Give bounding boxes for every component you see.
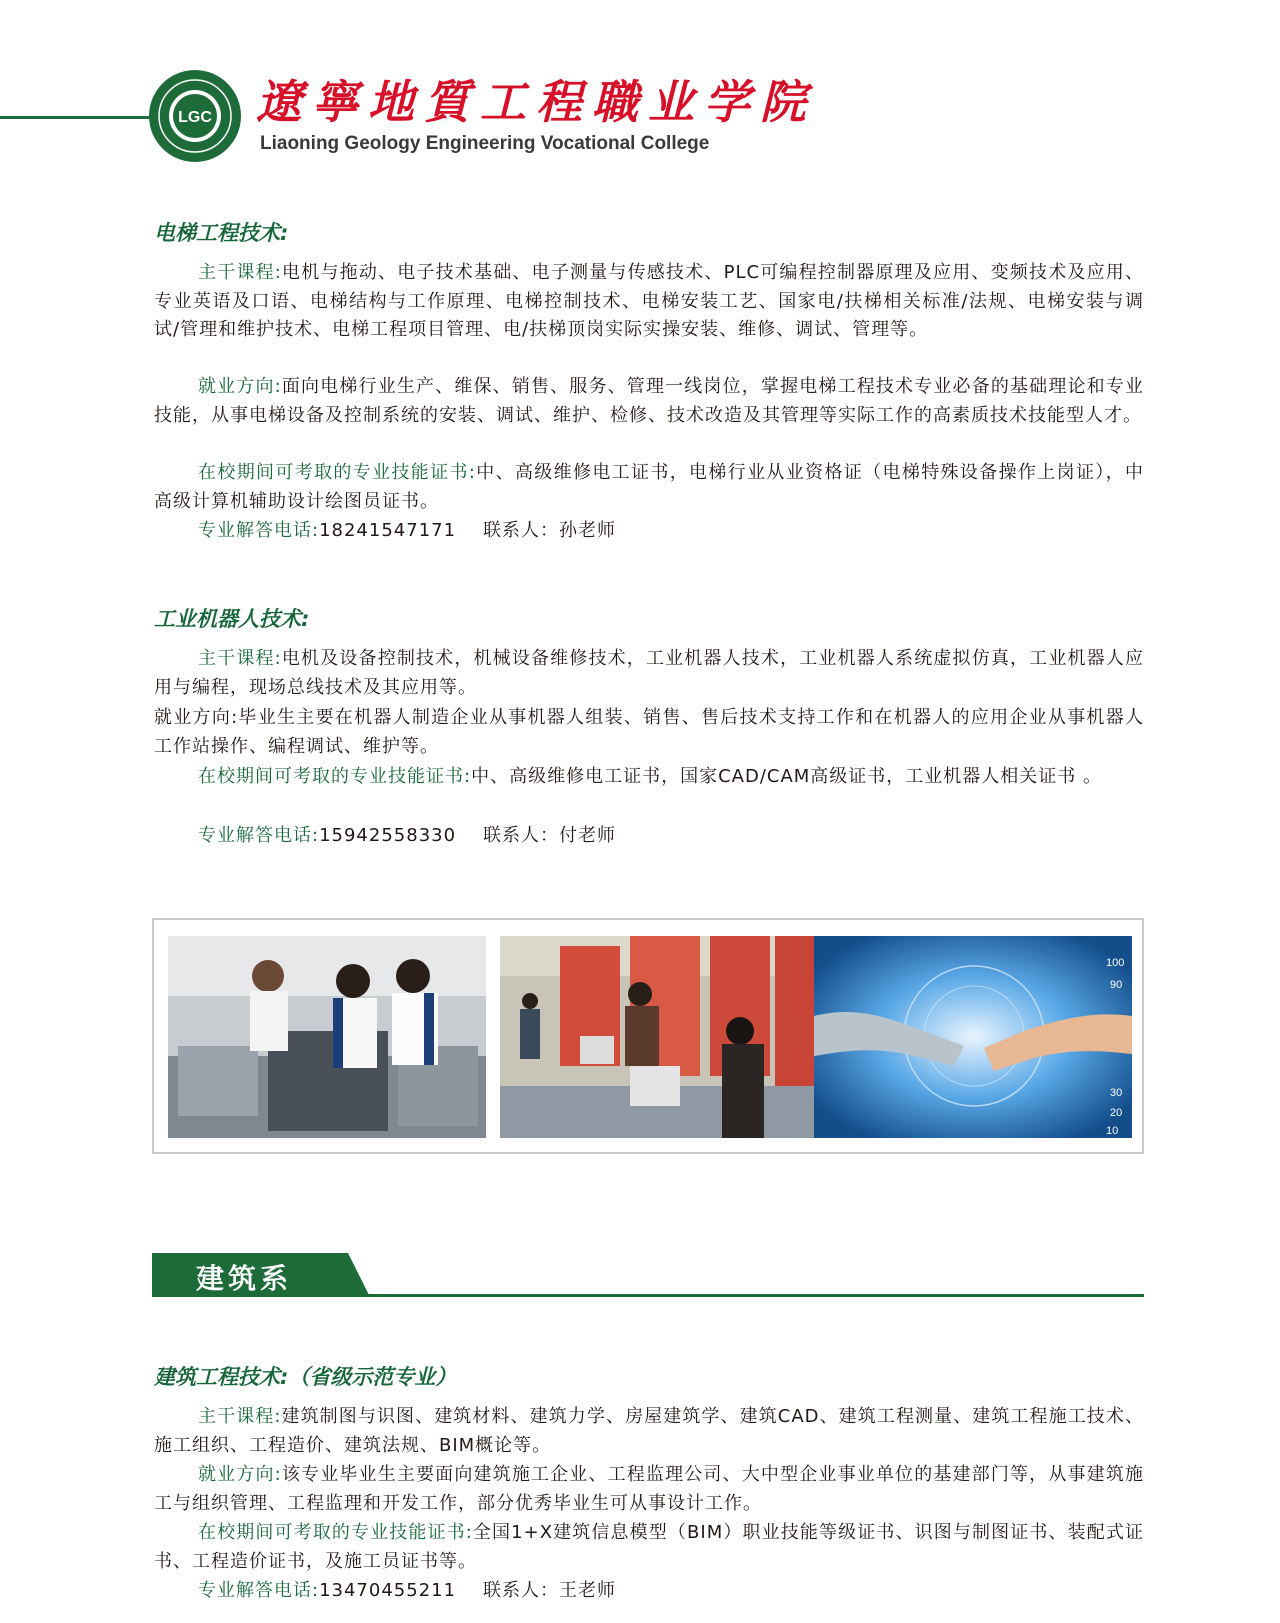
jobs-text: 毕业生主要在机器人制造企业从事机器人组装、销售、售后技术支持工作和在机器人的应用企业从事机器人工作站操作、编程调试、维护等。 — [154, 707, 1144, 757]
jobs-paragraph — [154, 373, 1144, 430]
courses-key: 主干课程: — [198, 262, 282, 283]
jobs-key: 就业方向: — [198, 376, 282, 397]
cert-text: 中、高级维修电工证书，国家CAD/CAM高级证书，工业机器人相关证书 。 — [471, 766, 1103, 787]
college-name-chinese: 遼寧地質工程職业学院 — [256, 75, 816, 129]
phone-key: 专业解答电话: — [198, 1580, 320, 1601]
cert-paragraph — [154, 459, 1144, 516]
photo-electrical-lab — [500, 936, 818, 1138]
department-banner — [152, 1253, 1144, 1297]
jobs-key: 就业方向: — [154, 707, 239, 728]
phone-number: 15942558330 — [319, 825, 457, 846]
courses-text: 建筑制图与识图、建筑材料、建筑力学、房屋建筑学、建筑CAD、建筑工程测量、建筑工程施工技术、施工组织、工程造价、建筑法规、BIM概论等。 — [154, 1406, 1144, 1456]
courses-text: 电机及设备控制技术，机械设备维修技术，工业机器人技术，工业机器人系统虚拟仿真，工业机器人应用与编程，现场总线技术及其应用等。 — [154, 648, 1144, 698]
contact-person: 联系人：孙老师 — [482, 520, 616, 541]
jobs-key: 就业方向: — [198, 1464, 282, 1485]
photo-strip — [152, 918, 1144, 1154]
phone-number: 18241547171 — [319, 520, 457, 541]
college-name-english: Liaoning Geology Engineering Vocational College — [260, 133, 710, 154]
section-title-construction: 建筑工程技术:（省级示范专业） — [154, 1365, 457, 1389]
cert-key: 在校期间可考取的专业技能证书: — [198, 1522, 473, 1543]
cert-text: 中、高级维修电工证书，电梯行业从业资格证（电梯特殊设备操作上岗证），中高级计算机辅助设计绘图员证书。 — [154, 462, 1144, 512]
courses-key: 主干课程: — [198, 1406, 282, 1427]
hud-number: 10 — [1106, 1125, 1119, 1137]
phone-line — [154, 1577, 1144, 1606]
jobs-text: 面向电梯行业生产、维保、销售、服务、管理一线岗位，掌握电梯工程技术专业必备的基础理论和专业技能，从事电梯设备及控制系统的安装、调试、维护、检修、技术改造及其管理等实际工作的高素质技术技能型人才。 — [154, 376, 1144, 426]
section-title-robotics: 工业机器人技术: — [154, 607, 310, 631]
phone-line — [154, 517, 1144, 546]
photo-robot-handshake — [814, 936, 1132, 1138]
jobs-paragraph — [154, 1461, 1144, 1518]
courses-paragraph — [154, 1403, 1144, 1460]
department-name: 建筑系 — [196, 1262, 293, 1295]
jobs-text: 该专业毕业生主要面向建筑施工企业、工程监理公司、大中型企业事业单位的基建部门等，从事建筑施工与组织管理、工程监理和开发工作，部分优秀毕业生可从事设计工作。 — [154, 1464, 1144, 1514]
section-title-elevator: 电梯工程技术: — [154, 221, 289, 245]
jobs-paragraph — [154, 704, 1144, 761]
header-rule — [0, 116, 156, 119]
cert-key: 在校期间可考取的专业技能证书: — [198, 462, 476, 483]
courses-text: 电机与拖动、电子技术基础、电子测量与传感技术、PLC可编程控制器原理及应用、变频技术及应用、专业英语及口语、电梯结构与工作原理、电梯控制技术、电梯安装工艺、国家电/扶梯相关标准/法规、电梯安装与调试/管理和维护技术、电梯工程项目管理、电/扶梯顶岗实际实操安装、维修、调试、管理等。 — [154, 262, 1144, 341]
cert-paragraph — [154, 763, 1144, 792]
college-logo — [147, 68, 243, 164]
phone-line — [154, 822, 1144, 851]
courses-paragraph — [154, 259, 1144, 345]
courses-key: 主干课程: — [198, 648, 282, 669]
courses-paragraph — [154, 645, 1144, 702]
photo-engine-workshop — [168, 936, 486, 1138]
contact-person: 联系人：王老师 — [482, 1580, 616, 1601]
hud-number: 100 — [1106, 957, 1125, 969]
logo-initials: LGC — [178, 109, 212, 126]
phone-key: 专业解答电话: — [198, 520, 320, 541]
hud-number: 20 — [1110, 1107, 1123, 1119]
hud-number: 30 — [1110, 1087, 1123, 1099]
hud-number: 90 — [1110, 979, 1123, 991]
phone-key: 专业解答电话: — [198, 825, 320, 846]
contact-person: 联系人：付老师 — [482, 825, 616, 846]
cert-text: 全国1+X建筑信息模型（BIM）职业技能等级证书、识图与制图证书、装配式证书、工程造价证书，及施工员证书等。 — [154, 1522, 1144, 1572]
cert-paragraph — [154, 1519, 1144, 1576]
cert-key: 在校期间可考取的专业技能证书: — [198, 766, 472, 787]
phone-number: 13470455211 — [319, 1580, 457, 1601]
